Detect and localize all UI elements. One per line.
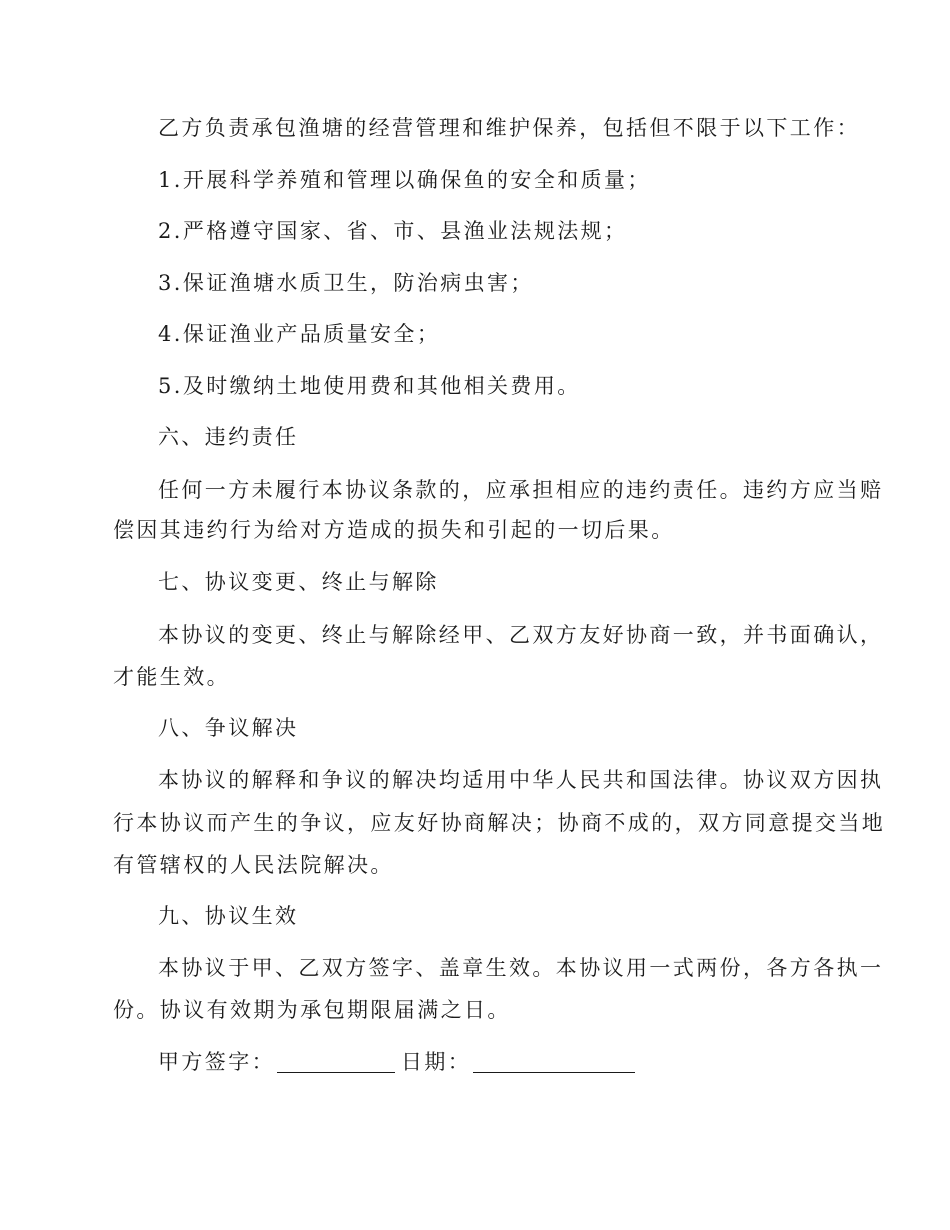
section-heading-amendment: 七、协议变更、终止与解除 — [158, 570, 439, 594]
party-a-signature-label: 甲方签字： — [158, 1050, 275, 1074]
party-a-signature-blank — [277, 1052, 395, 1073]
section-body-breach-line-2: 偿因其违约行为给对方造成的损失和引起的一切后果。 — [113, 518, 675, 542]
duty-item-5: 5.及时缴纳土地使用费和其他相关费用。 — [158, 374, 581, 398]
section-body-amendment-line-2: 才能生效。 — [113, 665, 230, 689]
signature-date-label: 日期： — [401, 1050, 472, 1074]
section-body-dispute-line-2: 行本协议而产生的争议，应友好协商解决；协商不成的，双方同意提交当地 — [113, 811, 886, 835]
section-body-dispute-line-1: 本协议的解释和争议的解决均适用中华人民共和国法律。协议双方因执 — [158, 768, 884, 792]
duty-item-3: 3.保证渔塘水质卫生，防治病虫害； — [158, 271, 534, 295]
section-heading-effect: 九、协议生效 — [158, 904, 299, 928]
intro-paragraph: 乙方负责承包渔塘的经营管理和维护保养，包括但不限于以下工作： — [158, 116, 860, 140]
section-body-dispute-line-3: 有管辖权的人民法院解决。 — [113, 853, 394, 877]
duty-item-2: 2.严格遵守国家、省、市、县渔业法规法规； — [158, 219, 628, 243]
section-heading-breach: 六、违约责任 — [158, 425, 299, 449]
section-heading-dispute: 八、争议解决 — [158, 716, 299, 740]
section-body-effect-line-2: 份。协议有效期为承包期限届满之日。 — [113, 998, 511, 1022]
duty-item-1: 1.开展科学养殖和管理以确保鱼的安全和质量； — [158, 168, 651, 192]
section-body-amendment-line-1: 本协议的变更、终止与解除经甲、乙双方友好协商一致，并书面确认， — [158, 623, 884, 647]
duty-item-4: 4.保证渔业产品质量安全； — [158, 322, 441, 346]
signature-row — [158, 1052, 641, 1073]
section-body-breach-line-1: 任何一方未履行本协议条款的，应承担相应的违约责任。违约方应当赔 — [158, 478, 884, 502]
section-body-effect-line-1: 本协议于甲、乙双方签字、盖章生效。本协议用一式两份，各方各执一 — [158, 956, 884, 980]
signature-date-blank — [473, 1052, 635, 1073]
